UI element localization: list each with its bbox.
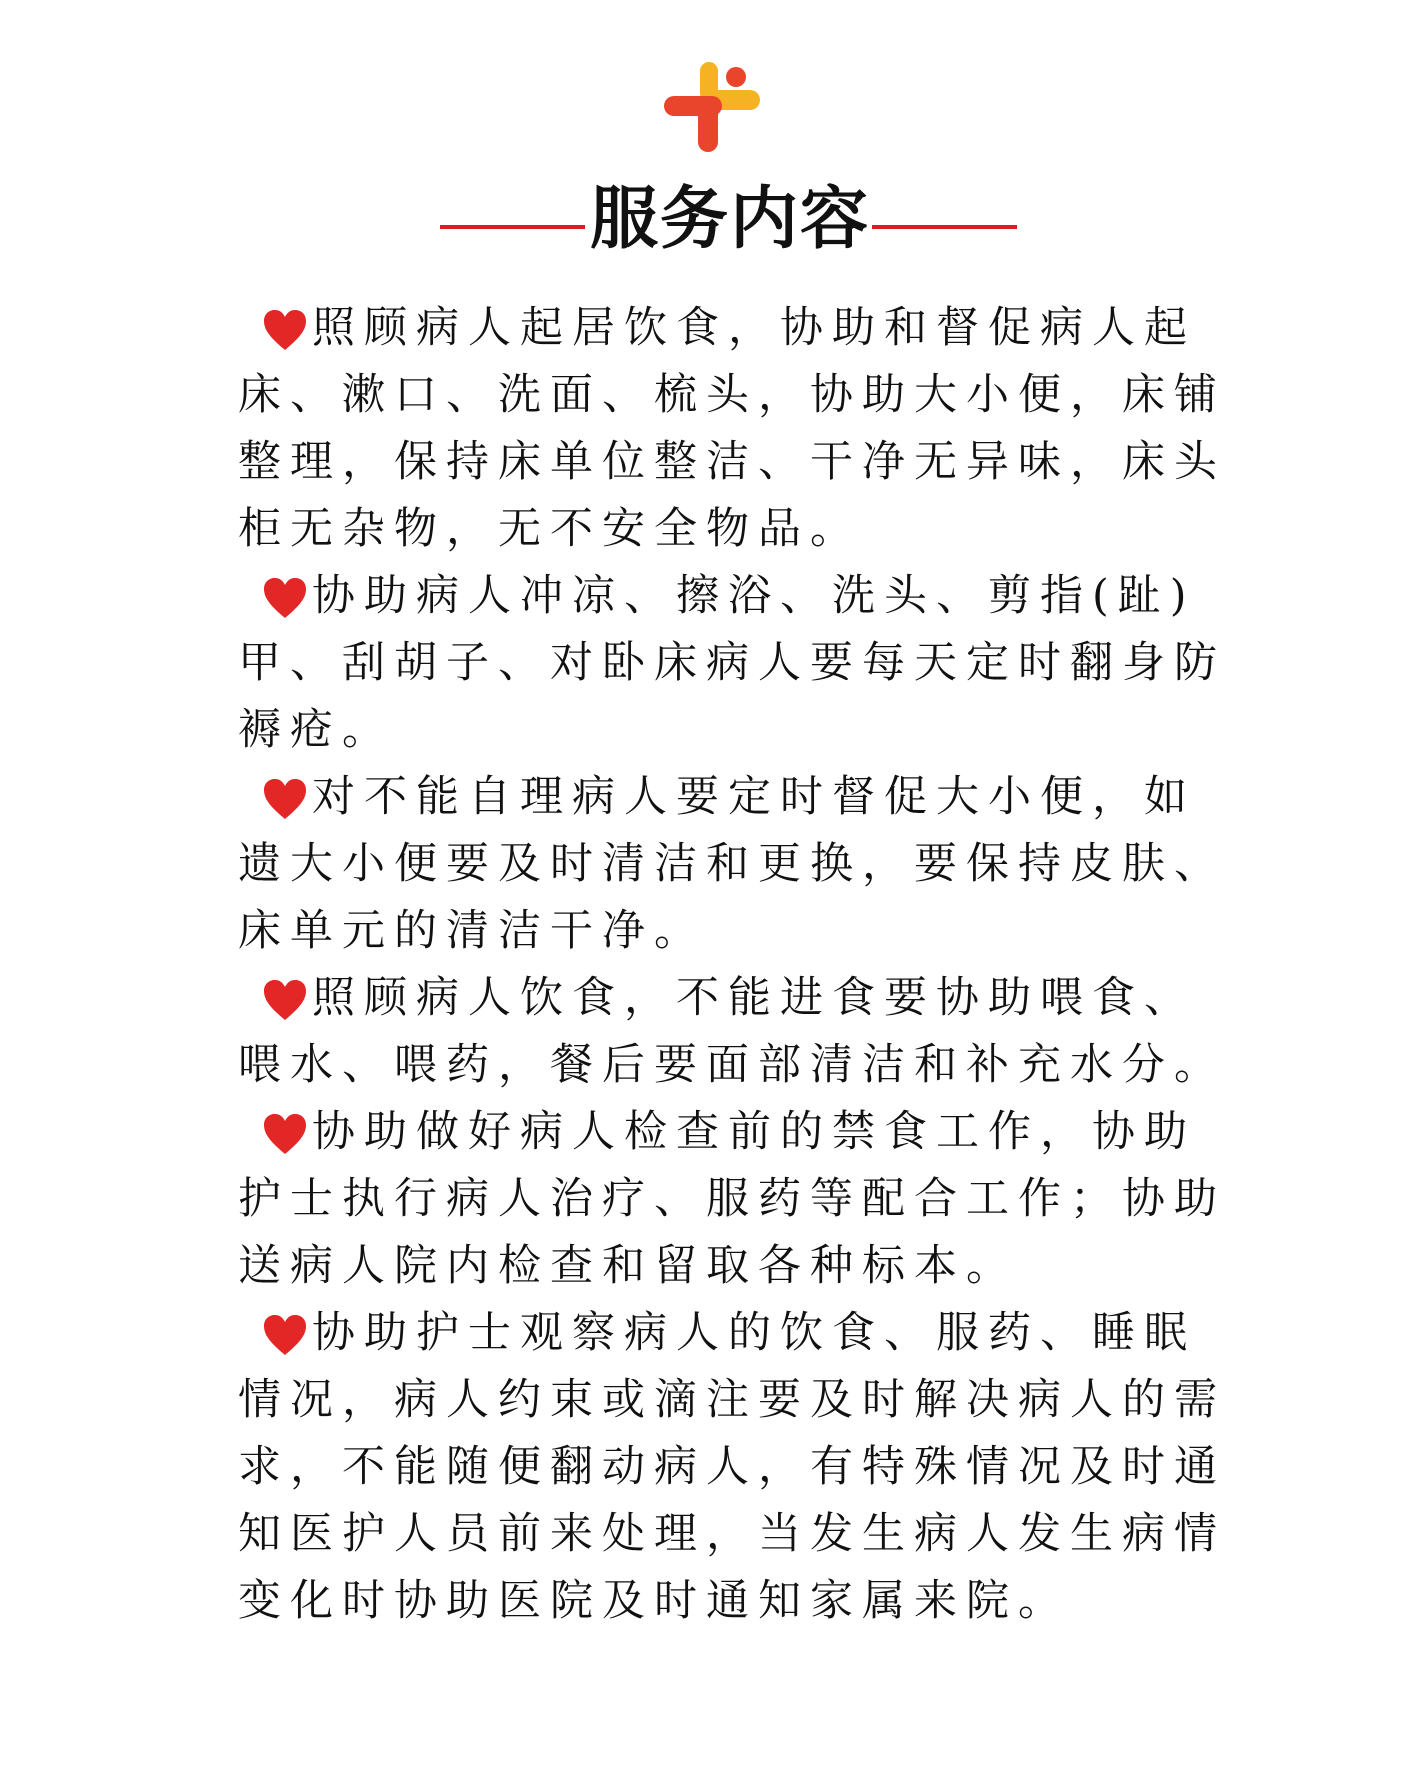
list-item-text: 协助病人冲凉、擦浴、洗头、剪指(趾)甲、刮胡子、对卧床病人要每天定时翻身防褥疮。: [238, 571, 1226, 755]
title-decor-line-left: [440, 225, 585, 229]
list-item-text: 协助护士观察病人的饮食、服药、睡眠情况，病人约束或滴注要及时解决病人的需求，不能随便翻动病人，有特殊情况及时通知医护人员前来处理，当发生病人发生病情变化时协助医院及时通知家属来院。: [238, 1308, 1226, 1626]
list-item: [238, 764, 1238, 965]
heart-icon: [262, 1313, 308, 1357]
title-decor-line-right: [872, 225, 1017, 229]
medical-cross-logo-icon: [664, 62, 760, 152]
list-item: [238, 1300, 1238, 1635]
list-item: [238, 965, 1238, 1099]
heart-icon: [262, 978, 308, 1022]
list-item-text: 对不能自理病人要定时督促大小便，如遗大小便要及时清洁和更换，要保持皮肤、床单元的清洁干净。: [238, 772, 1226, 956]
section-header: [0, 175, 1428, 265]
list-item: [238, 563, 1238, 764]
heart-icon: [262, 777, 308, 821]
heart-icon: [262, 576, 308, 620]
list-item-text: 照顾病人饮食，不能进食要协助喂食、喂水、喂药，餐后要面部清洁和补充水分。: [238, 973, 1226, 1090]
page-title: 服务内容: [589, 180, 870, 259]
service-list: [238, 295, 1238, 1635]
list-item-text: 协助做好病人检查前的禁食工作，协助护士执行病人治疗、服药等配合工作；协助送病人院内检查和留取各种标本。: [238, 1107, 1226, 1291]
heart-icon: [262, 308, 308, 352]
list-item: [238, 1099, 1238, 1300]
list-item-text: 照顾病人起居饮食，协助和督促病人起床、漱口、洗面、梳头，协助大小便，床铺整理，保持床单位整洁、干净无异味，床头柜无杂物，无不安全物品。: [238, 303, 1226, 554]
heart-icon: [262, 1112, 308, 1156]
list-item: [238, 295, 1238, 563]
